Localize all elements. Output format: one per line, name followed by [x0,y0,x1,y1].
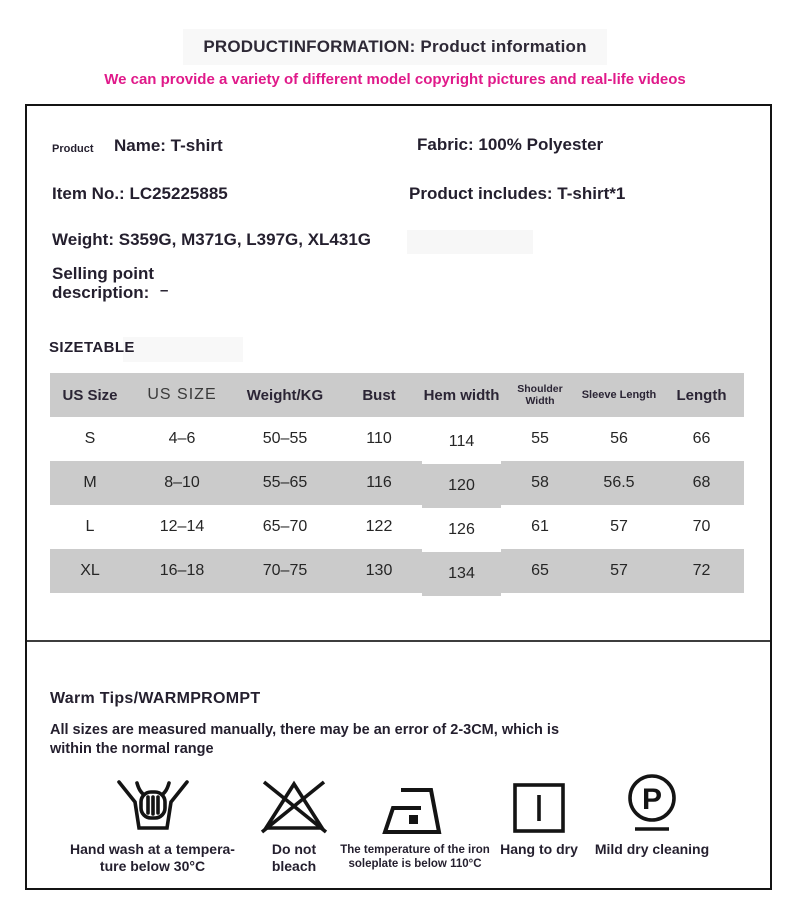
cell: 110 [366,430,392,447]
care-label-line: Hand wash at a tempera- [70,841,235,857]
cell: 130 [365,562,393,579]
cell: 4–6 [168,430,196,447]
care-label-line: bleach [271,858,317,874]
care-label [70,841,235,875]
cell: 134 [448,565,475,582]
product-item-no: Item No.: LC25225885 [52,184,228,203]
product-weight: Weight: S359G, M371G, L397G, XL431G [52,230,372,249]
cell: 56 [610,430,628,447]
cell: 70–75 [262,562,308,579]
care-label [500,841,578,858]
care-item-do-not-bleach [249,768,339,880]
page-title: PRODUCTINFORMATION: Product information [183,29,606,65]
cell: 116 [366,474,392,491]
care-label [272,841,316,875]
cell: 57 [610,562,628,579]
hang-to-dry-icon [510,768,568,836]
cell: 120 [448,477,475,494]
product-includes: Product includes: T-shirt*1 [409,184,626,203]
page-subtitle: We can provide a variety of different model copyright pictures and real-life videos [104,71,686,88]
ghost-highlight [123,337,243,362]
cell: 66 [692,430,711,447]
size-row-xl [50,549,744,593]
warm-tips-title: Warm Tips/WARMPROMPT [50,690,261,707]
selling-point-label: Selling point description: [52,264,154,302]
size-table [50,373,744,593]
hand-wash-icon [111,768,195,836]
cell: 16–18 [159,562,205,579]
warm-tips-body: All sizes are measured manually, there may be an error of 2-3CM, which is within the normal range [50,722,560,757]
col-length: Length [676,386,727,404]
cell: 12–14 [159,518,205,535]
care-item-hand-wash [55,768,250,880]
cell: 65–70 [262,518,308,535]
cell: 57 [610,518,628,535]
cell: 56.5 [603,474,635,491]
care-item-mild-dry-cleaning [572,768,732,880]
col-hem-width: Hem width [423,386,500,404]
col-bust: Bust [362,386,396,404]
cell: 8–10 [164,474,200,491]
col-sleeve-length: Sleeve Length [581,389,657,401]
page-title-wrap [0,29,790,65]
iron-low-temp-icon [379,768,451,836]
care-label-line: The temperature of the iron [340,844,490,856]
cell: 122 [365,518,393,535]
size-row-m [50,461,744,505]
selling-point-dash: – [160,282,169,299]
cell: 65 [531,562,549,579]
care-label-line: soleplate is below 110°C [348,857,482,870]
care-label-line: Hang to dry [500,841,578,857]
care-label [595,841,709,858]
cell: S [84,430,96,447]
care-label-line: Do not [271,841,317,857]
size-row-l [50,505,744,549]
cell: L [85,518,95,535]
size-table-header-row [50,373,744,417]
col-us-size: US Size [62,386,118,404]
mild-dry-cleaning-icon [620,768,684,836]
col-shoulder-width: Shoulder Width [517,383,563,407]
product-label: Product [52,143,94,155]
size-table-title: SIZETABLE [49,339,135,356]
section-divider [27,640,770,642]
care-label [340,844,490,871]
col-us-size-alt: US SIZE [147,386,217,403]
cell: 55–65 [262,474,308,491]
cell: XL [80,562,100,579]
do-not-bleach-icon [256,768,332,836]
care-label-line: ture below 30°C [99,858,206,874]
product-info-box [25,104,772,890]
cell: 68 [692,474,711,491]
care-label-line: Mild dry cleaning [594,841,710,857]
cell: M [83,474,97,491]
cell: 72 [692,562,711,579]
ghost-highlight [407,230,533,254]
care-item-iron-low-temp [339,768,491,880]
product-fabric: Fabric: 100% Polyester [417,135,604,154]
cell: 114 [448,433,475,450]
cell: 55 [531,430,549,447]
cell: 58 [531,474,549,491]
cell: 126 [448,521,475,538]
product-name: Name: T-shirt [114,136,223,155]
col-weight-kg: Weight/KG [246,386,324,404]
svg-text:P: P [641,783,663,816]
cell: 50–55 [262,430,308,447]
cell: 61 [531,518,549,535]
size-row-s [50,417,744,461]
cell: 70 [692,518,711,535]
